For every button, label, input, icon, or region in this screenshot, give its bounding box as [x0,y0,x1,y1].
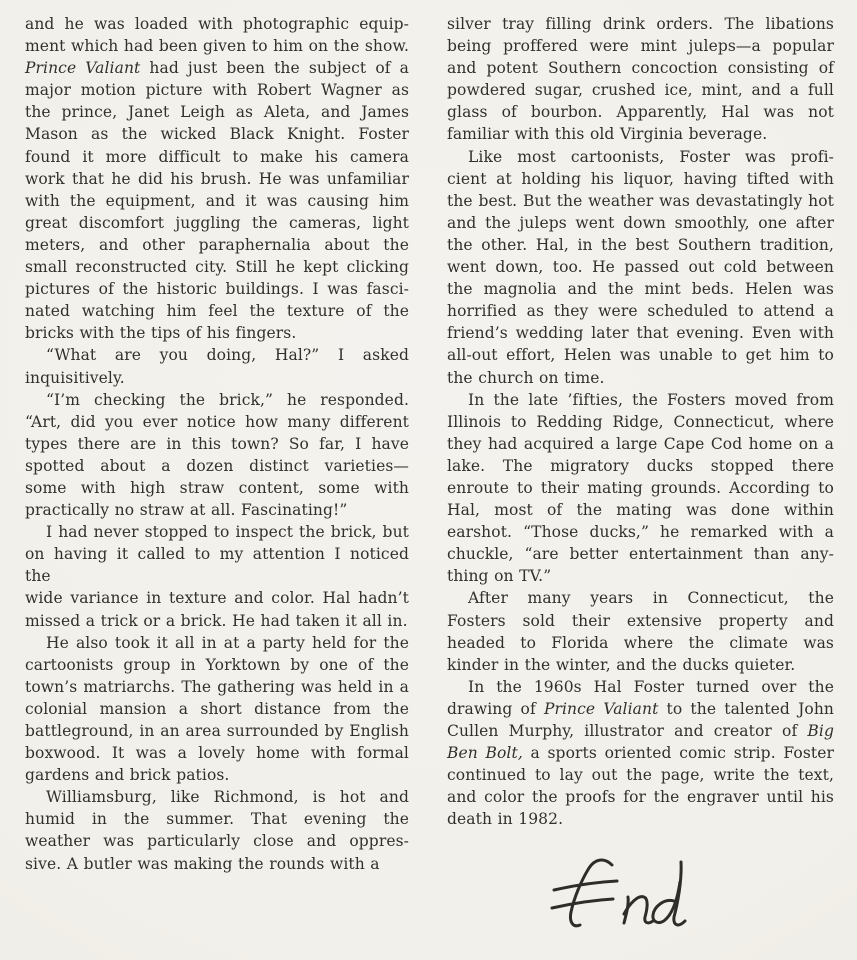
text-line: He also took it all in at a party held for the [46,633,409,652]
text-line: enroute to their mating grounds. According to [447,478,834,497]
text-line: Like most cartoonists, Foster was profi- [468,147,834,166]
text-line: kinder in the winter, and the ducks quieter. [447,655,796,674]
text-line: sive. A butler was making the rounds with a [25,854,380,873]
text-line: inquisitively. [25,368,125,387]
text-line: drawing of Prince Valiant to the talented John [447,699,835,718]
text-line: bricks with the tips of his fingers. [25,324,297,343]
text-line: headed to Florida where the climate was [447,633,834,652]
text-line: town’s matriarchs. The gathering was held in a [25,677,409,696]
text-line: colonial mansion a short distance from the [25,699,409,718]
text-line: went down, too. He passed out cold between [447,258,834,277]
text-line: thing on TV.” [447,567,552,586]
left-column [25,13,409,875]
paragraph [25,13,409,344]
text-line: and color the proofs for the engraver until his [447,788,834,807]
text-line: the best. But the weather was devastatingly hot [447,191,834,210]
text-line: friend’s wedding later that evening. Even with [447,324,834,343]
text-line: work that he did his brush. He was unfamiliar [25,169,409,188]
text-line: I had never stopped to inspect the brick, but [46,523,409,542]
text-line: silver tray filling drink orders. The libations [447,15,834,33]
text-line: wide variance in texture and color. Hal hadn’t [25,589,409,608]
text-line: Hal, most of the mating was done within [447,501,834,520]
text-line: missed a trick or a brick. He had taken it all in. [25,611,408,630]
text-line: In the 1960s Hal Foster turned over the [468,677,834,696]
text-line: Ben Bolt, a sports oriented comic strip. Foster [447,744,834,763]
text-line: “What are you doing, Hal?” I asked [46,346,409,365]
paragraph [447,676,834,831]
text-line: practically no straw at all. Fascinating!” [25,501,348,520]
text-line: with the equipment, and it was causing him [25,191,409,210]
text-line: After many years in Connecticut, the [468,589,834,608]
text-line: the magnolia and the mint beds. Helen was [447,280,834,299]
text-line: glass of bourbon. Apparently, Hal was not [447,103,834,122]
text-line: weather was particularly close and oppres- [25,832,409,851]
handwritten-end [548,848,723,956]
text-line: humid in the summer. That evening the [25,810,409,829]
right-column [447,13,834,830]
text-line: they had acquired a large Cape Cod home on a [447,434,834,453]
paragraph [447,389,834,588]
paragraph [447,13,834,146]
text-line: on having it called to my attention I noticed the [25,545,409,586]
text-line: death in 1982. [447,810,564,829]
text-line: Prince Valiant had just been the subject of a [25,59,409,78]
text-line: continued to lay out the page, write the text, [447,766,834,785]
text-line: the prince, Janet Leigh as Aleta, and James [25,103,409,122]
text-line: spotted about a dozen distinct varieties— [25,456,409,475]
text-line: great discomfort juggling the cameras, light [25,213,409,232]
end-signature-icon [548,848,723,956]
text-line: earshot. “Those ducks,” he remarked with a [447,523,834,542]
text-line: “Art, did you ever notice how many different [25,412,409,431]
text-line: meters, and other paraphernalia about the [25,235,409,254]
paragraph [447,146,834,389]
text-line: and potent Southern concoction consisting of [447,59,834,78]
text-line: Mason as the wicked Black Knight. Foster [25,125,409,144]
text-line: nated watching him feel the texture of the [25,302,409,321]
text-line: chuckle, “are better entertainment than any- [447,545,834,564]
text-line: horrified as they were scheduled to attend a [447,302,834,321]
paragraph [25,389,409,522]
text-line: cartoonists group in Yorktown by one of the [25,655,409,674]
text-line: lake. The migratory ducks stopped there [447,456,834,475]
text-line: Fosters sold their extensive property and [447,611,834,630]
text-line: Williamsburg, like Richmond, is hot and [46,788,409,807]
text-line: found it more difficult to make his camera [25,147,409,166]
text-line: the church on time. [447,368,605,387]
text-line: and he was loaded with photographic equip- [25,15,409,33]
text-line: the other. Hal, in the best Southern tradition, [447,235,834,254]
text-line: small reconstructed city. Still he kept clicking [25,258,409,277]
text-line: and the juleps went down smoothly, one after [447,213,834,232]
text-line: Illinois to Redding Ridge, Connecticut, where [447,412,834,431]
text-line: familiar with this old Virginia beverage. [447,125,768,144]
text-line: pictures of the historic buildings. I was fasci- [25,280,409,299]
text-line: cient at holding his liquor, having tifted with [447,169,834,188]
text-line: ment which had been given to him on the show. [25,37,410,56]
text-line: battleground, in an area surrounded by English [25,722,409,740]
text-line: “I’m checking the brick,” he responded. [46,390,409,409]
text-line: being proffered were mint juleps—a popular [447,37,834,56]
text-line: powdered sugar, crushed ice, mint, and a full [447,81,834,100]
text-line: gardens and brick patios. [25,766,230,785]
paragraph [25,632,409,787]
paragraph [25,521,409,631]
paragraph [447,587,834,675]
paragraph [25,786,409,874]
text-line: boxwood. It was a lovely home with formal [25,744,409,763]
text-line: Cullen Murphy, illustrator and creator of Big [447,722,834,740]
text-line: some with high straw content, some with [25,478,409,497]
paragraph [25,344,409,388]
text-line: major motion picture with Robert Wagner as [25,81,409,100]
text-line: types there are in this town? So far, I have [25,434,409,453]
text-line: all-out effort, Helen was unable to get him to [447,346,834,365]
text-line: In the late ’fifties, the Fosters moved from [468,390,834,409]
